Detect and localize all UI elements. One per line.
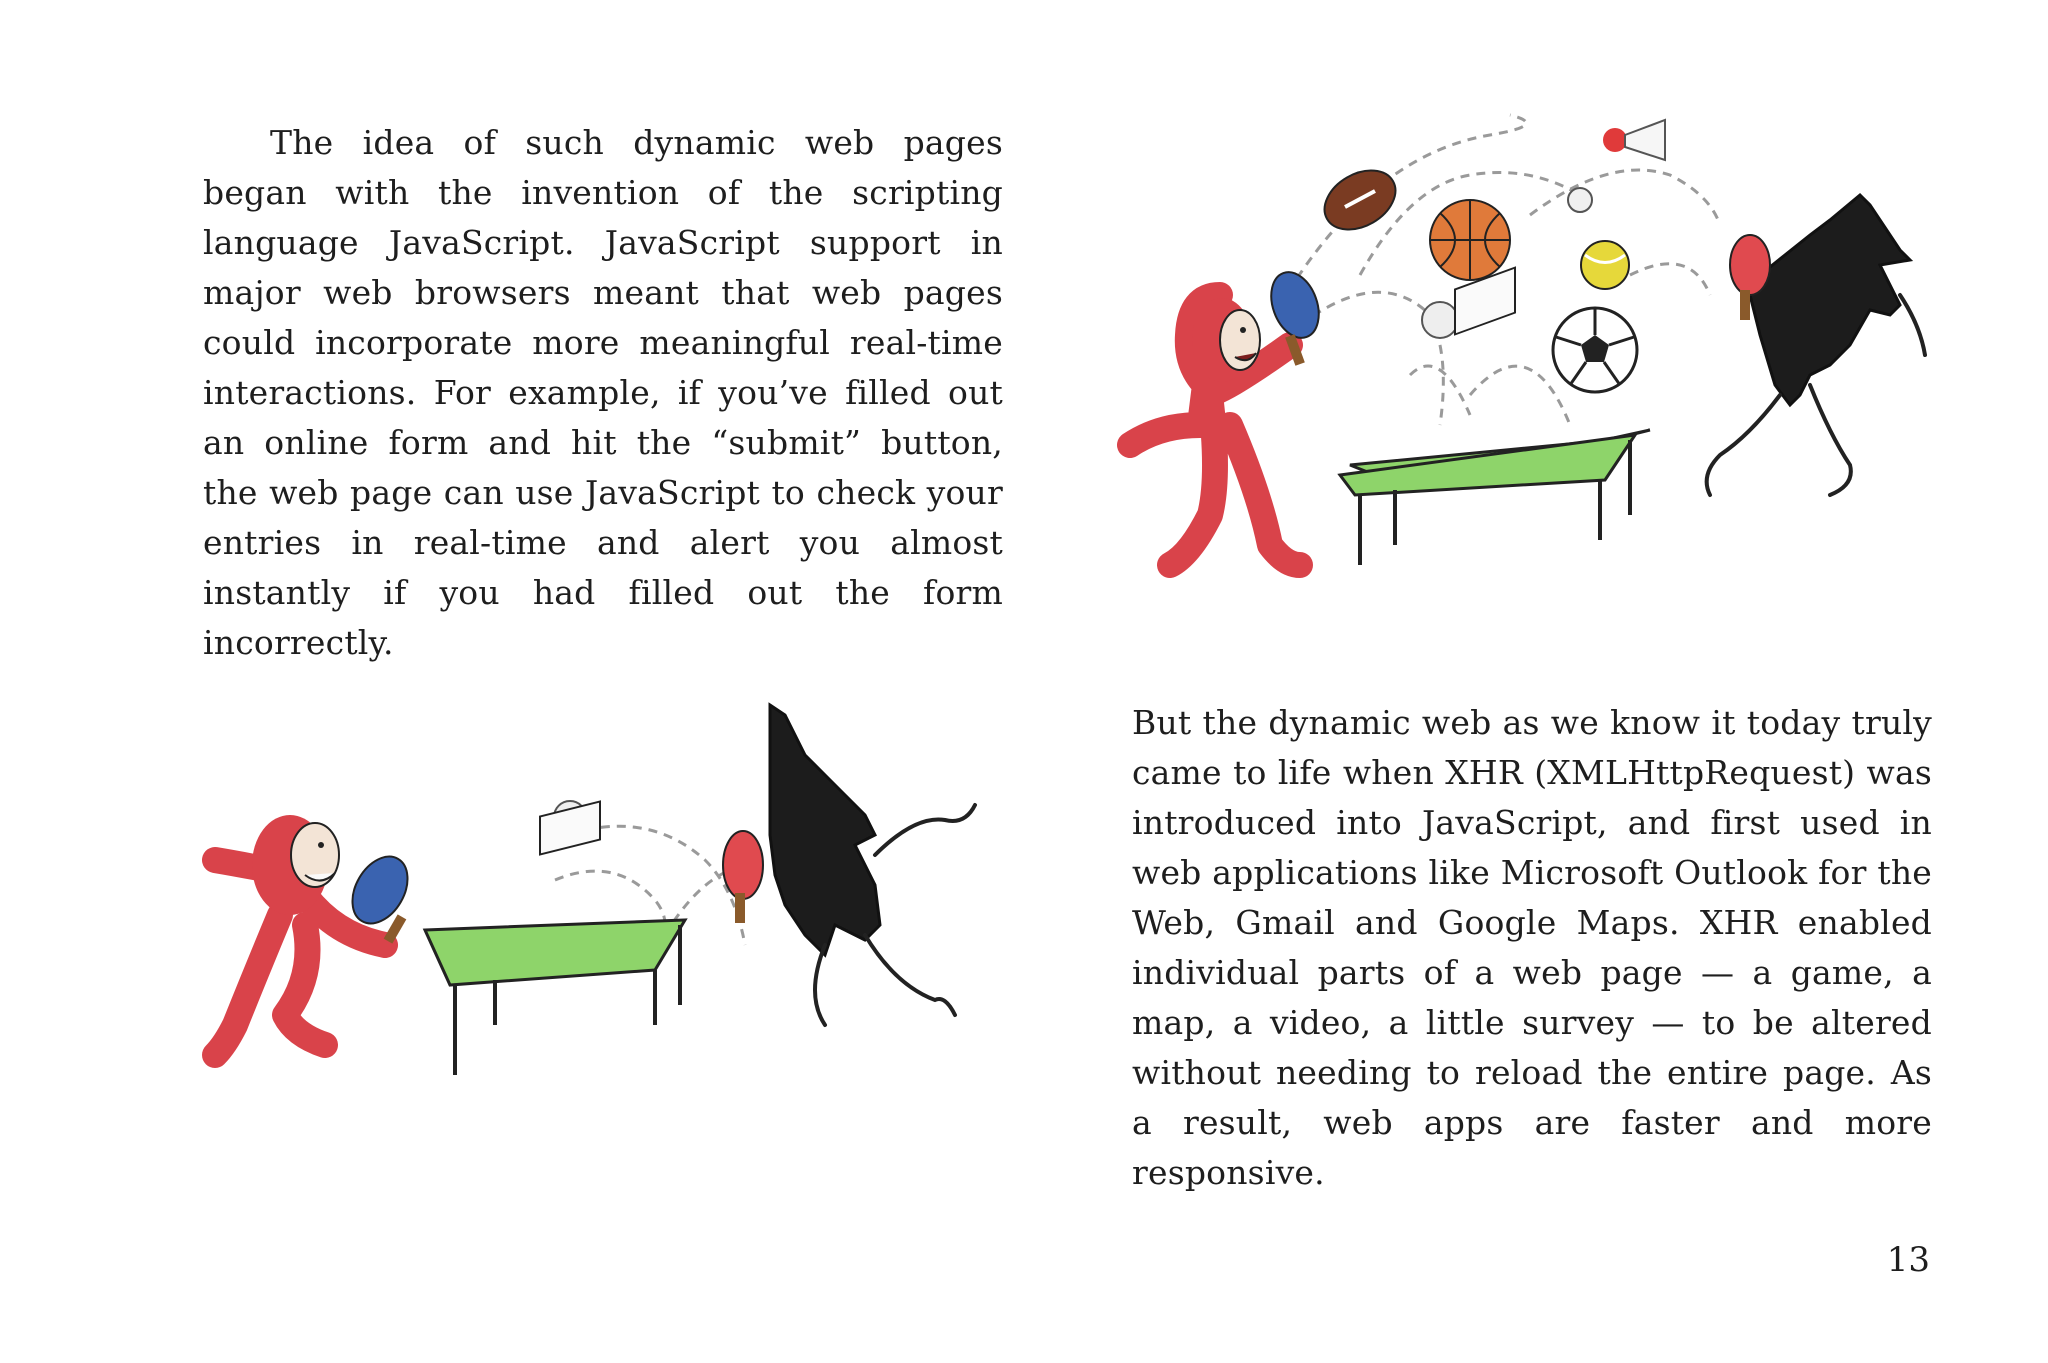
cursor-character-icon [723, 705, 975, 1025]
basketball-icon [1430, 200, 1510, 280]
tennis-ball-icon [1581, 241, 1629, 289]
illustration-ping-pong-many-balls [1110, 95, 1930, 585]
golf-ball-icon [1568, 188, 1592, 212]
golf-ball-icon [1422, 302, 1458, 338]
illustration-ping-pong-rally [185, 695, 1045, 1085]
cursor-character-icon [1707, 195, 1925, 495]
page-number: 13 [1886, 1240, 1930, 1280]
soccer-ball-icon [1553, 308, 1637, 392]
body-paragraph-2: But the dynamic web as we know it today truly came to life when XHR (XMLHttpRequest) was introduced into JavaScript, and first used in web applications like Microsoft Outlook for the Web, Gmail and Google Maps. XHR enabled individual parts of a web page — a game, a map, a video, a little survey — to be altered without needing to reload the entire page. As a result, web apps are faster and more responsive. [1132, 703, 1932, 1192]
character-icon [215, 815, 385, 1055]
ping-pong-table-icon [425, 802, 685, 1075]
character-icon [1130, 295, 1300, 565]
football-icon [1314, 158, 1406, 241]
body-paragraph-1: The idea of such dynamic web pages began with the invention of the scripting language JavaScript. JavaScript support in major web browsers meant that web pages could incorporate more meaningful real-time interactions. For example, if you’ve filled out an online form and hit the “submit” button, the web page can use JavaScript to check your entries in real-time and alert you almost instantly if you had filled out the form incorrectly. [203, 123, 1003, 662]
shuttlecock-icon [1603, 120, 1665, 160]
